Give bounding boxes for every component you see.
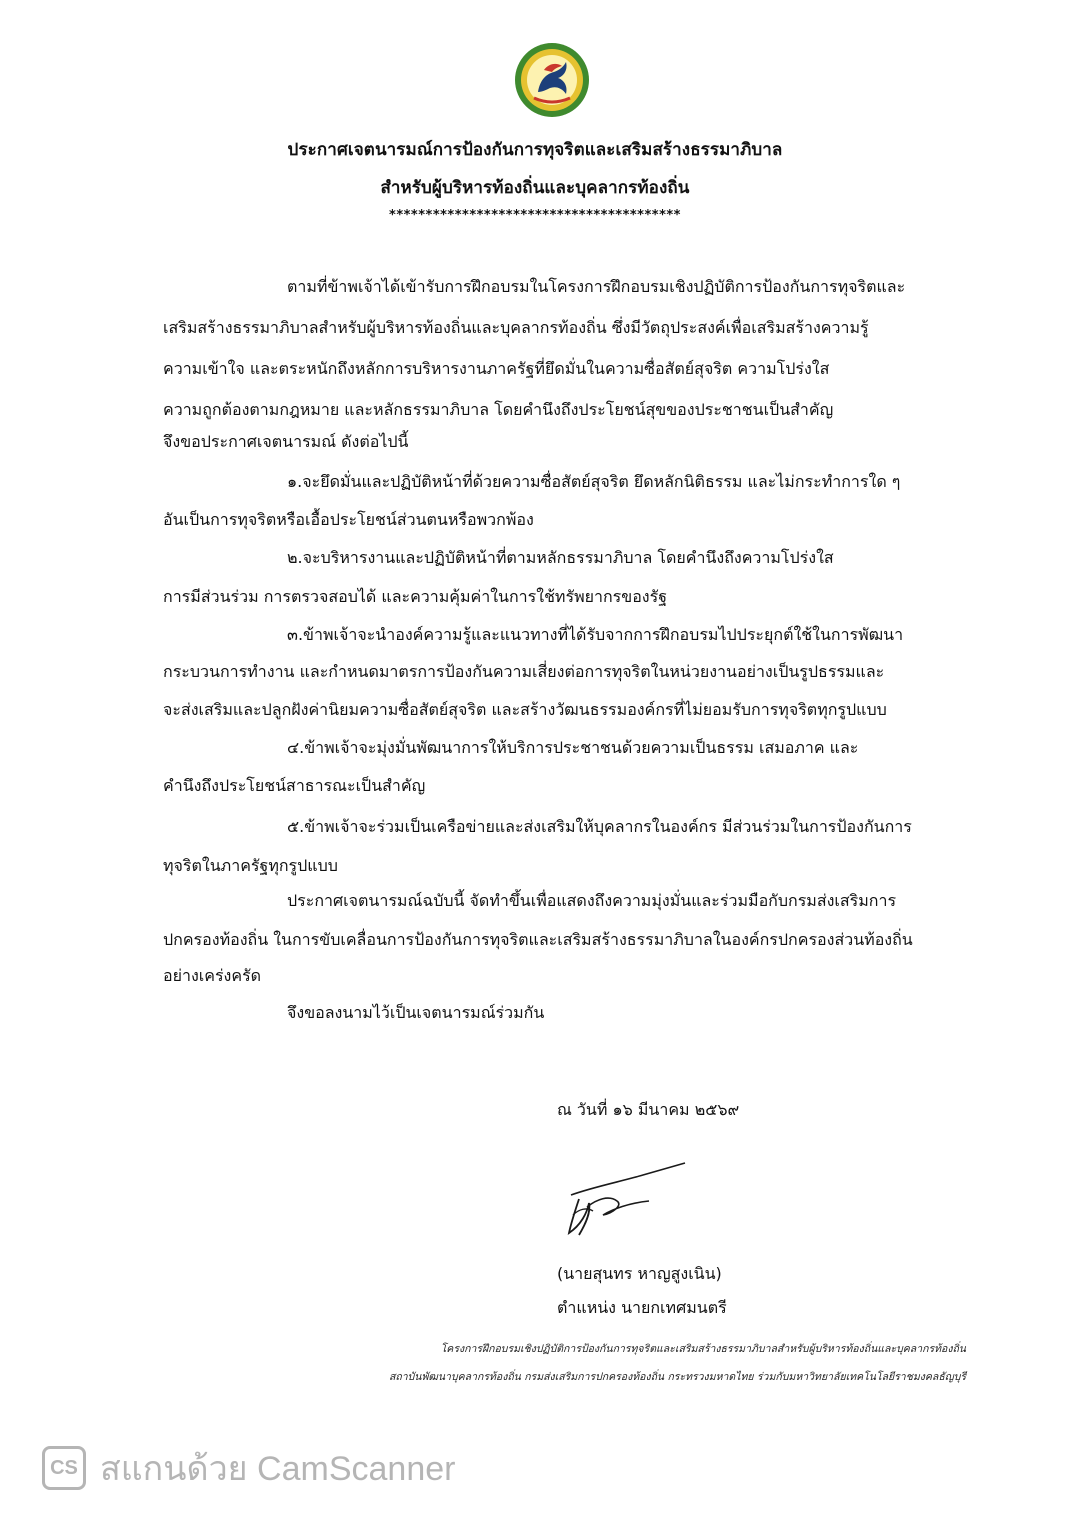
body-line: จึงขอลงนามไว้เป็นเจตนารมณ์ร่วมกัน [287, 1003, 545, 1022]
body-line: อย่างเคร่งครัด [163, 966, 262, 985]
footer-organization-line: สถาบันพัฒนาบุคลากรท้องถิ่น กรมส่งเสริมการปกครองท้องถิ่น กระทรวงมหาดไทย ร่วมกับมหาวิทยาลัยเทคโนโลยีราชมงคลธัญบุรี [388, 1371, 966, 1383]
body-line: คำนึงถึงประโยชน์สาธารณะเป็นสำคัญ [163, 776, 426, 795]
body-line: การมีส่วนร่วม การตรวจสอบได้ และความคุ้มค่าในการใช้ทรัพยากรของรัฐ [163, 587, 668, 606]
body-line: ๔.ข้าพเจ้าจะมุ่งมั่นพัฒนาการให้บริการประชาชนด้วยความเป็นธรรม เสมอภาค และ [287, 738, 859, 757]
signer-position: ตำแหน่ง นายกเทศมนตรี [557, 1298, 727, 1317]
title-separator: **************************************** [389, 208, 681, 223]
camscanner-text: สแกนด้วย CamScanner [100, 1450, 456, 1488]
signature-icon [553, 1155, 703, 1245]
document-title-line1: ประกาศเจตนารมณ์การป้องกันการทุจริตและเสริมสร้างธรรมาภิบาล [287, 140, 783, 160]
body-line: กระบวนการทำงาน และกำหนดมาตรการป้องกันความเสี่ยงต่อการทุจริตในหน่วยงานอย่างเป็นรูปธรรมและ [163, 662, 885, 681]
body-line: เสริมสร้างธรรมาภิบาลสำหรับผู้บริหารท้องถิ่นและบุคลากรท้องถิ่น ซึ่งมีวัตถุประสงค์เพื่อเสริมสร้างความรู้ [163, 318, 869, 337]
emblem-logo-icon [512, 40, 592, 120]
signer-name: (นายสุนทร หาญสูงเนิน) [557, 1264, 722, 1283]
footer-project-line: โครงการฝึกอบรมเชิงปฏิบัติการป้องกันการทุจริตและเสริมสร้างธรรมาภิบาลสำหรับผู้บริหารท้องถิ่นและบุคลากรท้องถิ่น [440, 1343, 966, 1355]
document-title-line2: สำหรับผู้บริหารท้องถิ่นและบุคลากรท้องถิ่น [380, 178, 690, 198]
body-line: ตามที่ข้าพเจ้าได้เข้ารับการฝึกอบรมในโครงการฝึกอบรมเชิงปฏิบัติการป้องกันการทุจริตและ [287, 277, 906, 296]
body-line: จะส่งเสริมและปลูกฝังค่านิยมความซื่อสัตย์สุจริต และสร้างวัฒนธรรมองค์กรที่ไม่ยอมรับการทุจริตทุกรูปแบบ [163, 700, 887, 719]
body-line: ๓.ข้าพเจ้าจะนำองค์ความรู้และแนวทางที่ได้รับจากการฝึกอบรมไปประยุกต์ใช้ในการพัฒนา [287, 625, 904, 644]
signing-date: ณ วันที่ ๑๖ มีนาคม ๒๕๖๙ [557, 1100, 740, 1119]
body-line: ความถูกต้องตามกฎหมาย และหลักธรรมาภิบาล โดยคำนึงถึงประโยชน์สุขของประชาชนเป็นสำคัญ [163, 400, 834, 419]
body-line: ความเข้าใจ และตระหนักถึงหลักการบริหารงานภาครัฐที่ยึดมั่นในความซื่อสัตย์สุจริต ความโปร่งใส [163, 359, 830, 378]
body-line: จึงขอประกาศเจตนารมณ์ ดังต่อไปนี้ [163, 432, 409, 451]
body-line: ปกครองท้องถิ่น ในการขับเคลื่อนการป้องกันการทุจริตและเสริมสร้างธรรมาภิบาลในองค์กรปกครองส่วนท้องถิ่น [163, 930, 913, 949]
body-line: ๕.ข้าพเจ้าจะร่วมเป็นเครือข่ายและส่งเสริมให้บุคลากรในองค์กร มีส่วนร่วมในการป้องกันการ [287, 817, 912, 836]
body-line: ประกาศเจตนารมณ์ฉบับนี้ จัดทำขึ้นเพื่อแสดงถึงความมุ่งมั่นและร่วมมือกับกรมส่งเสริมการ [287, 891, 897, 910]
body-line: ๒.จะบริหารงานและปฏิบัติหน้าที่ตามหลักธรรมาภิบาล โดยคำนึงถึงความโปร่งใส [287, 548, 834, 567]
body-line: ทุจริตในภาครัฐทุกรูปแบบ [163, 856, 338, 875]
body-line: ๑.จะยึดมั่นและปฏิบัติหน้าที่ด้วยความซื่อสัตย์สุจริต ยึดหลักนิติธรรม และไม่กระทำการใด ๆ [287, 472, 901, 491]
body-line: อันเป็นการทุจริตหรือเอื้อประโยชน์ส่วนตนหรือพวกพ้อง [163, 510, 534, 529]
camscanner-logo-icon: CS [42, 1446, 86, 1490]
camscanner-watermark [42, 1446, 455, 1490]
